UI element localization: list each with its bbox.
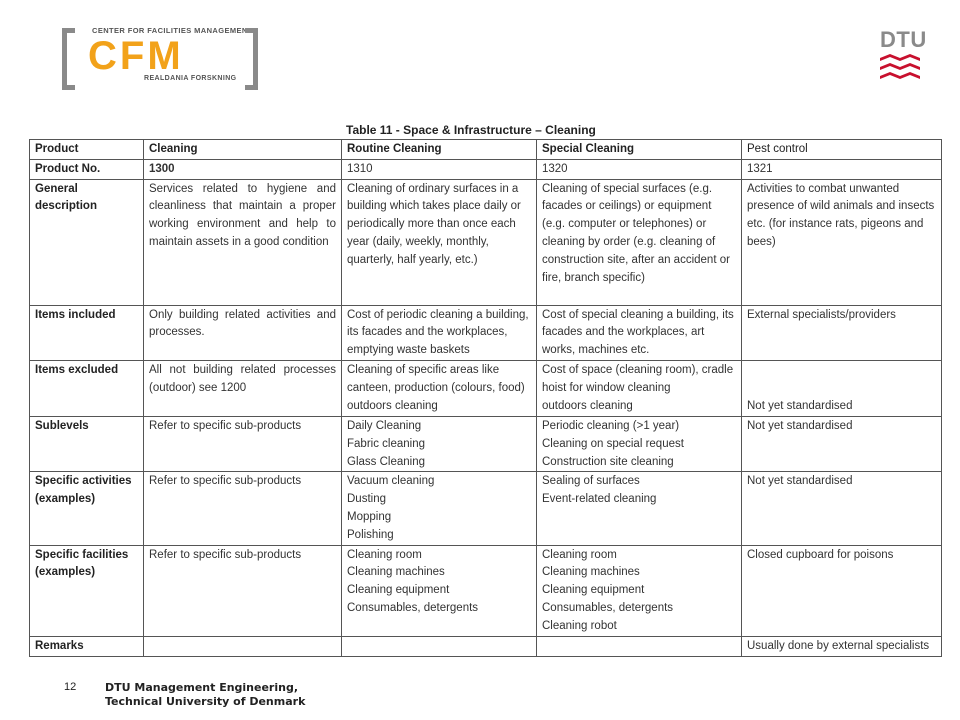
table-cell: Cost of special cleaning a building, its facades and the workplaces, art works, machines etc.	[537, 305, 742, 360]
table-cell: Cost of space (cleaning room), cradle hoist for window cleaning outdoors cleaning	[537, 360, 742, 416]
table-cell: Cost of periodic cleaning a building, its facades and the workplaces, emptying waste baskets	[342, 305, 537, 360]
table-row	[30, 360, 942, 416]
cfm-right-bracket	[245, 28, 258, 90]
table-row	[30, 472, 942, 545]
cfm-wordmark: CFM	[88, 34, 184, 78]
cfm-logo	[62, 26, 258, 86]
footer-org-line: Technical University of Denmark	[105, 695, 306, 708]
table-row	[30, 305, 942, 360]
table-row	[30, 140, 942, 160]
table-row-header: Remarks	[30, 636, 144, 656]
dtu-logo	[874, 28, 926, 88]
page-number: 12	[64, 681, 77, 693]
table-cell: Cleaning	[144, 140, 342, 160]
cleaning-spec-table	[29, 139, 942, 657]
table-cell: Periodic cleaning (>1 year) Cleaning on special request Construction site cleaning	[537, 416, 742, 471]
table-cell: Special Cleaning	[537, 140, 742, 160]
table-row-header: Items excluded	[30, 360, 144, 416]
table-cell: 1300	[144, 159, 342, 179]
table-cell	[537, 636, 742, 656]
table-cell: 1321	[742, 159, 942, 179]
table-cell: Not yet standardised	[742, 360, 942, 416]
table-cell: Vacuum cleaning Dusting Mopping Polishing	[342, 472, 537, 545]
table-row-header: Items included	[30, 305, 144, 360]
table-cell: Not yet standardised	[742, 416, 942, 471]
table-row	[30, 416, 942, 471]
footer-org-line: DTU Management Engineering,	[105, 681, 299, 694]
table-cell: Cleaning of special surfaces (e.g. facades or ceilings) or equipment (e.g. computer or telephones) or cleaning by order (e.g. cleaning of construction site, after an accident or fire, branch specific)	[537, 179, 742, 305]
table-cell: Refer to specific sub-products	[144, 472, 342, 545]
table-row	[30, 636, 942, 656]
dtu-wordmark: DTU	[880, 27, 927, 52]
footer-organization	[105, 681, 305, 709]
table-cell	[342, 636, 537, 656]
table-cell: Refer to specific sub-products	[144, 416, 342, 471]
table-cell: Usually done by external specialists	[742, 636, 942, 656]
dtu-waves-icon	[880, 54, 920, 84]
table-row	[30, 159, 942, 179]
table-cell: 1310	[342, 159, 537, 179]
table-row-header: Sublevels	[30, 416, 144, 471]
table-cell: Activities to combat unwanted presence of wild animals and insects etc. (for instance rats, pigeons and bees)	[742, 179, 942, 305]
table-row	[30, 179, 942, 305]
table-row-header: Product No.	[30, 159, 144, 179]
table-cell: External specialists/providers	[742, 305, 942, 360]
table-cell	[144, 636, 342, 656]
cfm-sub-text: REALDANIA FORSKNING	[144, 75, 237, 82]
cfm-top-text: CENTER FOR FACILITIES MANAGEMENT	[92, 26, 253, 35]
table-cell: 1320	[537, 159, 742, 179]
table-cell: Product	[30, 140, 144, 160]
table-cell: Not yet standardised	[742, 472, 942, 545]
table-cell: Sealing of surfaces Event-related cleaning	[537, 472, 742, 545]
table-cell: Refer to specific sub-products	[144, 545, 342, 636]
table-row-header: Specific activities (examples)	[30, 472, 144, 545]
table-cell: Closed cupboard for poisons	[742, 545, 942, 636]
table-cell: Cleaning of specific areas like canteen, production (colours, food) outdoors cleaning	[342, 360, 537, 416]
table-row-header: General description	[30, 179, 144, 305]
table-cell: Cleaning room Cleaning machines Cleaning equipment Consumables, detergents Cleaning robot	[537, 545, 742, 636]
table-cell: Daily Cleaning Fabric cleaning Glass Cleaning	[342, 416, 537, 471]
table-cell: Services related to hygiene and cleanliness that maintain a proper working environment and help to maintain assets in a good condition	[144, 179, 342, 305]
table-cell: Only building related activities and processes.	[144, 305, 342, 360]
table-title: Table 11 - Space & Infrastructure – Cleaning	[346, 123, 596, 137]
cfm-left-bracket	[62, 28, 75, 90]
table-cell: Pest control	[742, 140, 942, 160]
table-cell: Cleaning of ordinary surfaces in a building which takes place daily or periodically more than once each year (daily, weekly, monthly, quarterly, half yearly, etc.)	[342, 179, 537, 305]
table-row	[30, 545, 942, 636]
table-row-header: Specific facilities (examples)	[30, 545, 144, 636]
table-cell: Routine Cleaning	[342, 140, 537, 160]
table-cell: All not building related processes (outdoor) see 1200	[144, 360, 342, 416]
table-cell: Cleaning room Cleaning machines Cleaning equipment Consumables, detergents	[342, 545, 537, 636]
